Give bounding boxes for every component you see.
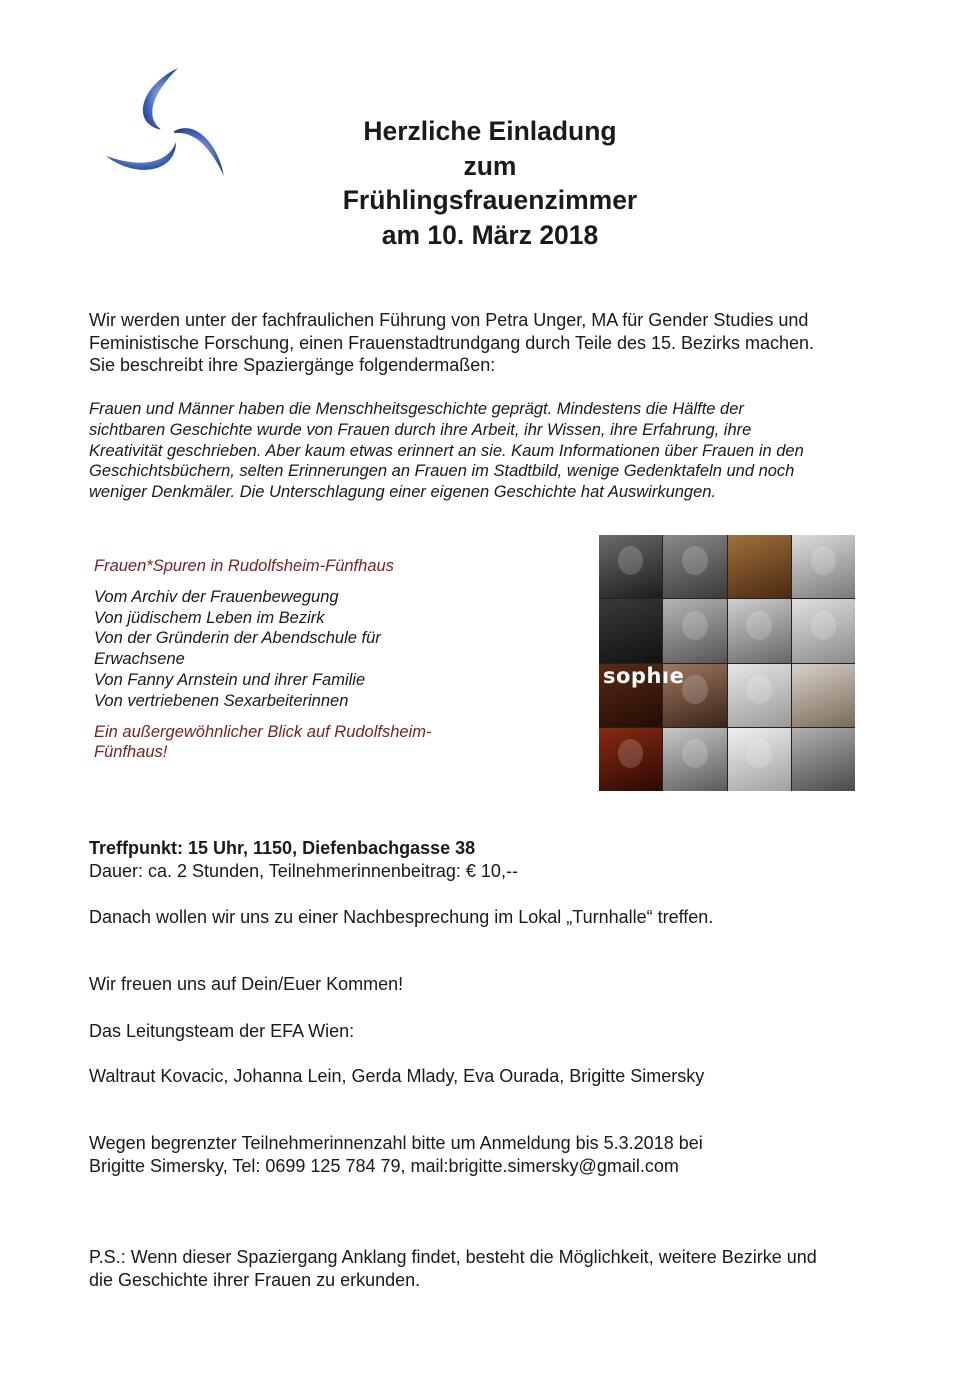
collage-photo bbox=[792, 728, 855, 791]
intro-paragraph bbox=[89, 309, 899, 377]
collage-photo bbox=[663, 535, 726, 598]
collage-photo bbox=[792, 599, 855, 662]
quote-line: weniger Denkmäler. Die Unterschlagung einer eigenen Geschichte hat Auswirkungen. bbox=[89, 483, 717, 502]
team-label bbox=[89, 1020, 899, 1043]
intro-line: Feministische Forschung, einen Frauenstadtrundgang durch Teile des 15. Bezirks machen. bbox=[89, 332, 815, 353]
team-label-line: Das Leitungsteam der EFA Wien: bbox=[89, 1021, 355, 1041]
collage-photo bbox=[663, 599, 726, 662]
title-line: Herzliche Einladung bbox=[363, 116, 617, 146]
collage-photo bbox=[728, 728, 791, 791]
collage-photo bbox=[728, 664, 791, 727]
tour-item: Von vertriebenen Sexarbeiterinnen bbox=[94, 691, 349, 710]
meeting-details: Dauer: ca. 2 Stunden, Teilnehmerinnenbeitrag: € 10,-- bbox=[89, 860, 518, 881]
collage-photo bbox=[792, 535, 855, 598]
collage-photo bbox=[728, 535, 791, 598]
postscript bbox=[89, 1246, 899, 1291]
tour-closing-line: Fünfhaus! bbox=[94, 743, 168, 762]
intro-line: Wir werden unter der fachfraulichen Führung von Petra Unger, MA für Gender Studies und bbox=[89, 310, 809, 330]
postscript-line: P.S.: Wenn dieser Spaziergang Anklang findet, besteht die Möglichkeit, weitere Bezirke und bbox=[89, 1247, 817, 1267]
intro-line: Sie beschreibt ihre Spaziergänge folgendermaßen: bbox=[89, 355, 496, 375]
tour-heading: Frauen*Spuren in Rudolfsheim-Fünfhaus bbox=[94, 557, 394, 575]
collage-photo bbox=[599, 728, 662, 791]
title-line: Frühlingsfrauenzimmer bbox=[342, 185, 638, 215]
page-title bbox=[300, 114, 680, 252]
tour-item: Vom Archiv der Frauenbewegung bbox=[94, 587, 339, 606]
quote-line: Kreativität geschrieben. Aber kaum etwas erinnert an sie. Kaum Informationen über Frauen in den bbox=[89, 441, 804, 460]
team-names-line: Waltraut Kovacic, Johanna Lein, Gerda Mlady, Eva Ourada, Brigitte Simersky bbox=[89, 1066, 705, 1086]
collage-photo bbox=[663, 728, 726, 791]
title-line: am 10. März 2018 bbox=[381, 219, 599, 250]
swirl-logo-icon bbox=[100, 64, 230, 188]
quote-line: Geschichtsbüchern, selten Erinnerungen an Frauen im Stadtbild, wenige Gedenktafeln und noch bbox=[89, 462, 795, 481]
meeting-point: Treffpunkt: 15 Uhr, 1150, Diefenbachgasse 38 bbox=[89, 838, 476, 858]
tour-item: Von Fanny Arnstein und ihrer Familie bbox=[94, 670, 366, 689]
welcome-text bbox=[89, 973, 899, 996]
photo-collage bbox=[599, 535, 855, 791]
registration-info bbox=[89, 1132, 899, 1177]
team-names bbox=[89, 1065, 899, 1088]
collage-photo bbox=[599, 535, 662, 598]
meeting-info bbox=[89, 837, 899, 882]
collage-photo bbox=[599, 599, 662, 662]
tour-item: Von der Gründerin der Abendschule für bbox=[94, 629, 381, 648]
tour-list bbox=[94, 556, 514, 763]
tour-item: Erwachsene bbox=[94, 650, 185, 669]
meeting-after bbox=[89, 906, 899, 929]
quote-paragraph bbox=[89, 399, 899, 503]
quote-line: sichtbaren Geschichte wurde von Frauen durch ihre Arbeit, ihr Wissen, ihre Erfahrung, ihre bbox=[89, 420, 752, 439]
collage-photo bbox=[792, 664, 855, 727]
quote-line: Frauen und Männer haben die Menschheitsgeschichte geprägt. Mindestens die Hälfte der bbox=[89, 400, 744, 418]
welcome-line: Wir freuen uns auf Dein/Euer Kommen! bbox=[89, 974, 404, 994]
meeting-after-text: Danach wollen wir uns zu einer Nachbesprechung im Lokal „Turnhalle“ treffen. bbox=[89, 907, 714, 927]
title-line: zum bbox=[463, 150, 517, 181]
postscript-line: die Geschichte ihrer Frauen zu erkunden. bbox=[89, 1269, 421, 1290]
tour-item: Von jüdischem Leben im Bezirk bbox=[94, 608, 325, 627]
tour-closing-line: Ein außergewöhnlicher Blick auf Rudolfsheim- bbox=[94, 722, 432, 741]
registration-line: Brigitte Simersky, Tel: 0699 125 784 79, mail:brigitte.simersky@gmail.com bbox=[89, 1155, 679, 1176]
collage-photo bbox=[728, 599, 791, 662]
collage-label: sophıe bbox=[603, 664, 685, 688]
registration-line: Wegen begrenzter Teilnehmerinnenzahl bitte um Anmeldung bis 5.3.2018 bei bbox=[89, 1133, 703, 1153]
